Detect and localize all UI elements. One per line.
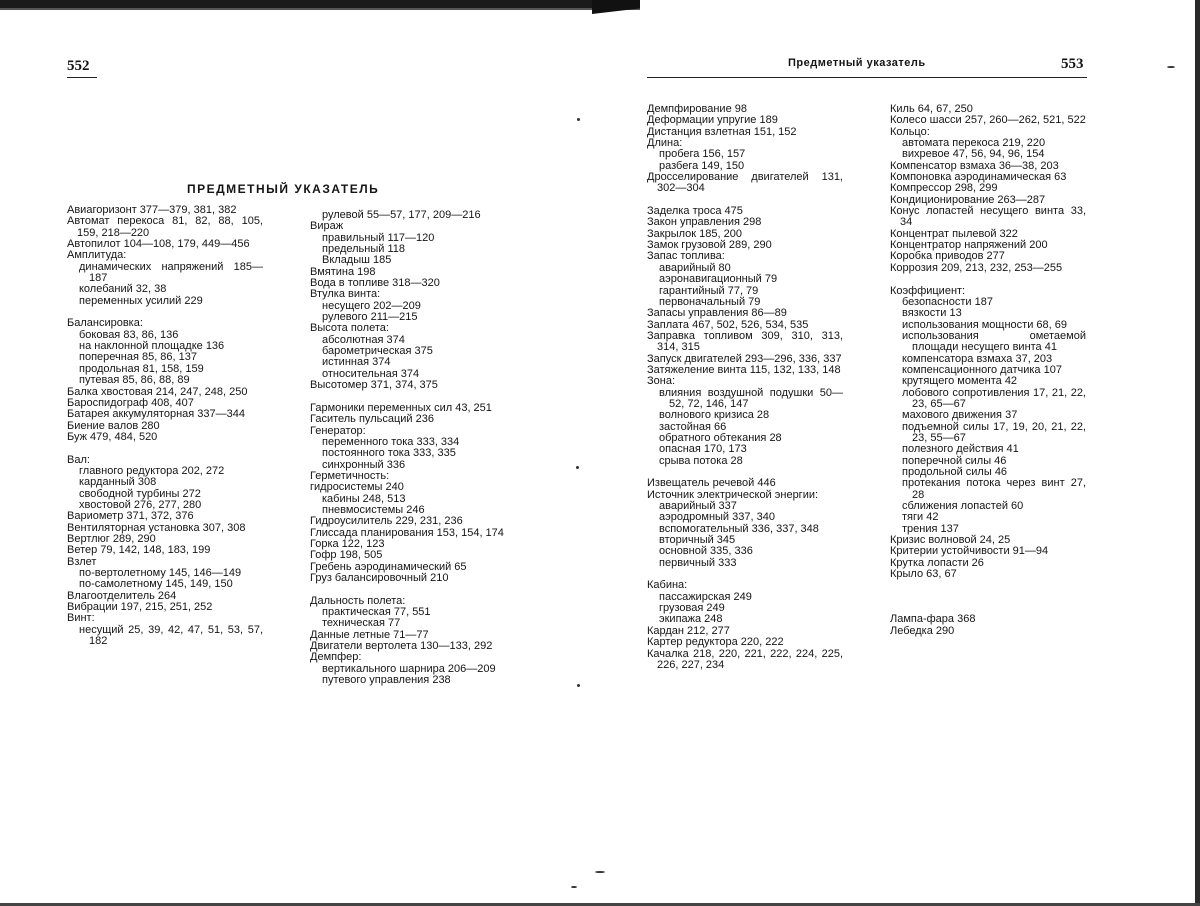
index-entry: Картер редуктора 220, 222 xyxy=(647,636,784,649)
index-entry: Кардан 212, 277 xyxy=(647,624,730,637)
page-number-rule xyxy=(67,77,97,78)
index-entry: Герметичность: xyxy=(310,469,390,482)
index-subentry: вспомогательный 336, 337, 348 xyxy=(659,522,819,535)
index-entry: Балансировка: xyxy=(67,317,143,330)
index-entry: Вентиляторная установка 307, 308 xyxy=(67,521,246,534)
index-entry: Вал: xyxy=(67,453,90,466)
index-entry: Киль 64, 67, 250 xyxy=(890,103,973,115)
index-subentry: волнового кризиса 28 xyxy=(659,409,770,422)
index-subentry: техническая 77 xyxy=(322,617,401,630)
index-title: ПРЕДМЕТНЫЙ УКАЗАТЕЛЬ xyxy=(187,182,380,196)
page-number-left: 552 xyxy=(67,58,90,74)
index-entry: Авиагоризонт 377—379, 381, 382 xyxy=(67,204,237,216)
index-entry: Гаситель пульсаций 236 xyxy=(310,413,434,426)
index-entry: Извещатель речевой 446 xyxy=(647,477,776,490)
index-subentry: обратного обтекания 28 xyxy=(659,431,782,444)
index-entry: Винт: xyxy=(67,612,95,625)
index-entry: Гребень аэродинамический 65 xyxy=(310,560,467,573)
index-entry: Втулка винта: xyxy=(310,288,381,301)
index-entry: Горка 122, 123 xyxy=(310,537,385,550)
index-subentry: продольная 81, 158, 159 xyxy=(79,362,204,375)
index-subentry: по-самолетному 145, 149, 150 xyxy=(79,578,233,591)
index-subentry: первичный 333 xyxy=(659,556,737,569)
index-column xyxy=(310,210,506,686)
index-entry: Данные летные 71—77 xyxy=(310,628,429,641)
index-entry: Концентратор напряжений 200 xyxy=(890,239,1048,252)
index-column xyxy=(890,104,1086,637)
index-entry: гидросистемы 240 xyxy=(310,481,404,494)
index-entry: Лампа-фара 368 xyxy=(890,613,976,626)
index-entry: Лебедка 290 xyxy=(890,624,955,637)
index-subentry: автомата перекоса 219, 220 xyxy=(902,137,1046,150)
index-entry: Высотомер 371, 374, 375 xyxy=(310,379,438,392)
index-entry: Коэффициент: xyxy=(890,284,966,297)
index-subentry: пневмосистемы 246 xyxy=(322,503,425,516)
index-subentry: аварийный 337 xyxy=(659,500,737,513)
index-entry: Замок грузовой 289, 290 xyxy=(647,239,772,252)
scan-speck xyxy=(577,118,580,121)
index-subentry: вихревое 47, 56, 94, 96, 154 xyxy=(902,148,1045,161)
scan-speck xyxy=(1167,66,1175,68)
index-subentry: практическая 77, 551 xyxy=(322,606,431,619)
index-subentry: протекания потока через винт 27, 28 xyxy=(902,477,1086,501)
index-subentry: кабины 248, 513 xyxy=(322,492,406,505)
index-entry: Кондиционирование 263—287 xyxy=(890,193,1046,206)
index-column xyxy=(647,104,843,671)
index-subentry: переменных усилий 229 xyxy=(79,294,203,307)
index-entry: Источник электрической энергии: xyxy=(647,488,819,501)
index-subentry: вертикального шарнира 206—209 xyxy=(322,662,496,675)
index-entry: Кольцо: xyxy=(890,125,930,138)
index-entry: Влагоотделитель 264 xyxy=(67,589,177,602)
index-entry: Глиссада планирования 153, 154, 174 xyxy=(310,526,504,539)
index-subentry: свободной турбины 272 xyxy=(79,487,201,500)
index-subentry: путевая 85, 86, 88, 89 xyxy=(79,374,190,387)
index-subentry: срыва потока 28 xyxy=(659,454,743,467)
index-entry: Колесо шасси 257, 260—262, 521, 522 xyxy=(890,114,1086,127)
index-subentry: несущий 25, 39, 42, 47, 51, 53, 57, 182 xyxy=(79,623,263,648)
index-entry: Автопилот 104—108, 179, 449—456 xyxy=(67,238,250,251)
index-subentry: Вкладыш 185 xyxy=(322,254,392,267)
scan-right-edge xyxy=(1195,0,1200,906)
index-subentry: постоянного тока 333, 335 xyxy=(322,447,456,460)
index-subentry: пассажирская 249 xyxy=(659,590,752,603)
index-subentry: аэронавигационный 79 xyxy=(659,273,778,286)
index-subentry: компенсационного датчика 107 xyxy=(902,363,1062,376)
index-entry: Вираж xyxy=(310,220,344,233)
index-entry: Крутка лопасти 26 xyxy=(890,556,984,569)
index-subentry: подъемной силы 17, 19, 20, 21, 22, 23, 55—67 xyxy=(902,420,1086,444)
index-subentry: по-вертолетному 145, 146—149 xyxy=(79,567,242,579)
index-subentry: рулевой 55—57, 177, 209—216 xyxy=(322,209,481,221)
index-entry: Гофр 198, 505 xyxy=(310,549,383,562)
index-subentry: махового движения 37 xyxy=(902,409,1018,422)
index-entry: Батарея аккумуляторная 337—344 xyxy=(67,408,245,421)
index-subentry: использования ометаемой площади несущего винта 41 xyxy=(902,329,1086,354)
index-subentry: пробега 156, 157 xyxy=(659,148,746,161)
index-entry: Вертлюг 289, 290 xyxy=(67,532,156,545)
index-subentry: полезного действия 41 xyxy=(902,443,1019,456)
index-subentry: правильный 117—120 xyxy=(322,231,435,244)
index-entry: Дальность полета: xyxy=(310,594,406,607)
index-subentry: экипажа 248 xyxy=(659,613,723,626)
index-subentry: сближения лопастей 60 xyxy=(902,500,1024,513)
index-entry: Заделка троса 475 xyxy=(647,205,743,218)
index-entry: Автомат перекоса 81, 82, 88, 105, 159, 218—220 xyxy=(67,215,263,239)
index-entry: Дросселирование двигателей 131, 302—304 xyxy=(647,171,843,195)
index-entry: Вмятина 198 xyxy=(310,265,376,278)
index-entry: Затяжеление винта 115, 132, 133, 148 xyxy=(647,363,841,376)
index-column xyxy=(67,205,263,647)
index-entry: Крыло 63, 67 xyxy=(890,568,957,581)
index-subentry: основной 335, 336 xyxy=(659,545,753,558)
index-entry: Демпфирование 98 xyxy=(647,103,747,115)
index-subentry: тяги 42 xyxy=(902,511,939,524)
index-subentry: на наклонной площадке 136 xyxy=(79,340,225,353)
index-entry: Бароспидограф 408, 407 xyxy=(67,396,194,409)
index-subentry: трения 137 xyxy=(902,522,959,535)
index-subentry: путевого управления 238 xyxy=(322,674,451,687)
index-subentry: истинная 374 xyxy=(322,356,391,369)
index-subentry: колебаний 32, 38 xyxy=(79,283,167,296)
index-entry: Запас топлива: xyxy=(647,250,725,263)
index-subentry: влияния воздушной подушки 50—52, 72, 146, 147 xyxy=(659,386,843,410)
index-subentry: компенсатора взмаха 37, 203 xyxy=(902,352,1053,365)
index-subentry: рулевого 211—215 xyxy=(322,311,418,324)
scan-speck xyxy=(571,886,577,888)
index-entry: Биение валов 280 xyxy=(67,419,160,432)
index-subentry: застойная 66 xyxy=(659,420,727,433)
index-subentry: вязкости 13 xyxy=(902,307,962,320)
index-entry: Заплата 467, 502, 526, 534, 535 xyxy=(647,318,809,331)
index-entry: Вибрации 197, 215, 251, 252 xyxy=(67,601,213,614)
index-entry: Буж 479, 484, 520 xyxy=(67,430,158,443)
index-entry: Запасы управления 86—89 xyxy=(647,307,787,320)
index-subentry: опасная 170, 173 xyxy=(659,443,747,456)
index-subentry: гарантийный 77, 79 xyxy=(659,284,759,297)
index-entry: Компоновка аэродинамическая 63 xyxy=(890,171,1067,184)
index-entry: Концентрат пылевой 322 xyxy=(890,227,1018,240)
index-entry: Зона: xyxy=(647,375,676,388)
index-entry: Вариометр 371, 372, 376 xyxy=(67,510,194,523)
index-subentry: хвостовой 276, 277, 280 xyxy=(79,498,202,511)
index-entry: Критерии устойчивости 91—94 xyxy=(890,545,1049,558)
entry-spacer xyxy=(67,443,263,454)
index-subentry: относительная 374 xyxy=(322,367,420,380)
index-entry: Дистанция взлетная 151, 152 xyxy=(647,125,797,138)
index-subentry: главного редуктора 202, 272 xyxy=(79,464,225,477)
index-entry: Вода в топливе 318—320 xyxy=(310,277,440,290)
index-subentry: первоначальный 79 xyxy=(659,295,761,308)
index-subentry: переменного тока 333, 334 xyxy=(322,435,460,448)
index-subentry: синхронный 336 xyxy=(322,458,406,471)
page-number-right: 553 xyxy=(1061,56,1084,72)
scan-speck xyxy=(577,684,580,687)
index-entry: Качалка 218, 220, 221, 222, 224, 225, 226, 227, 234 xyxy=(647,647,843,671)
index-entry: Коробка приводов 277 xyxy=(890,250,1005,263)
index-subentry: лобового сопротивления 17, 21, 22, 23, 65—67 xyxy=(902,386,1086,410)
index-entry: Заправка топливом 309, 310, 313, 314, 315 xyxy=(647,329,843,354)
index-entry: Компенсатор взмаха 36—38, 203 xyxy=(890,159,1059,172)
index-entry: Коррозия 209, 213, 232, 253—255 xyxy=(890,261,1063,274)
index-entry: Закон управления 298 xyxy=(647,216,762,229)
index-subentry: поперечная 85, 86, 137 xyxy=(79,351,198,364)
entry-spacer xyxy=(890,592,1086,603)
index-subentry: динамических напряжений 185—187 xyxy=(79,260,263,285)
index-entry: Деформации упругие 189 xyxy=(647,114,778,127)
index-entry: Балка хвостовая 214, 247, 248, 250 xyxy=(67,385,248,398)
index-subentry: аэродромный 337, 340 xyxy=(659,511,775,524)
index-entry: Амплитуда: xyxy=(67,249,127,262)
index-entry: Гидроусилитель 229, 231, 236 xyxy=(310,515,463,528)
index-subentry: вторичный 345 xyxy=(659,534,736,547)
entry-spacer xyxy=(890,580,1086,591)
index-entry: Конус лопастей несущего винта 33, 34 xyxy=(890,205,1086,229)
index-entry: Двигатели вертолета 130—133, 292 xyxy=(310,640,493,653)
index-entry: Запуск двигателей 293—296, 336, 337 xyxy=(647,352,842,365)
entry-spacer xyxy=(310,584,506,595)
index-entry: Генератор: xyxy=(310,424,366,437)
index-subentry: грузовая 249 xyxy=(659,602,725,615)
scan-dark-edge xyxy=(0,0,640,12)
index-subentry: разбега 149, 150 xyxy=(659,159,745,172)
header-rule xyxy=(647,77,1087,78)
index-entry: Кризис волновой 24, 25 xyxy=(890,534,1011,547)
entry-spacer xyxy=(890,274,1086,285)
index-subentry: безопасности 187 xyxy=(902,295,993,308)
index-entry: Длина: xyxy=(647,137,683,150)
index-subentry: карданный 308 xyxy=(79,476,157,489)
index-entry: Кабина: xyxy=(647,579,688,592)
index-entry: Ветер 79, 142, 148, 183, 199 xyxy=(67,544,211,557)
index-entry: Демпфер: xyxy=(310,651,362,664)
index-subentry: использования мощности 68, 69 xyxy=(902,318,1067,331)
index-entry: Гармоники переменных сил 43, 251 xyxy=(310,401,492,414)
index-entry: Груз балансировочный 210 xyxy=(310,572,449,584)
index-subentry: несущего 202—209 xyxy=(322,299,421,312)
index-subentry: боковая 83, 86, 136 xyxy=(79,328,179,341)
index-subentry: поперечной силы 46 xyxy=(902,454,1007,467)
index-entry: Взлет xyxy=(67,555,97,568)
index-subentry: продольной силы 46 xyxy=(902,466,1008,478)
index-subentry: крутящего момента 42 xyxy=(902,375,1018,388)
index-entry: Компрессор 298, 299 xyxy=(890,182,998,195)
scan-speck xyxy=(576,466,579,469)
running-head: Предметный указатель xyxy=(788,57,926,69)
scan-speck xyxy=(595,871,605,873)
index-subentry: абсолютная 374 xyxy=(322,333,405,346)
index-subentry: предельный 118 xyxy=(322,243,405,256)
index-entry: Закрылок 185, 200 xyxy=(647,227,742,240)
index-subentry: аварийный 80 xyxy=(659,261,731,274)
index-entry: Высота полета: xyxy=(310,322,389,335)
index-subentry: барометрическая 375 xyxy=(322,345,433,358)
